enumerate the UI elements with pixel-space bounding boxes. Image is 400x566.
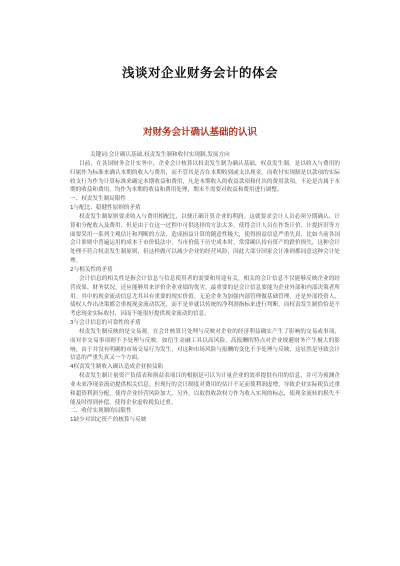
body-paragraph: 目前，在各国财务会计实务中，企业会计核算以权责发生制为确认基础，权责发生制，是以收入与费用的归属作为标准来确认本期的收入与费用，而不管其是否在本期收到或支出现金。而收付实现制是以款项的实际收支行为作为计算标准来确定本期收益和费用，凡是本期收入的收益款项和付出的费用款项，不论是否属于本期的收益和费用，均作为本期的收益和费用处理，期末不需要对收益和费用进行调整。 (70, 160, 340, 194)
document-title: 浅谈对企业财务会计的体会 (121, 65, 278, 80)
subheading: 二、收付实现制的局限性 (70, 408, 132, 415)
subheading: 一、权责发生制局限性 (70, 196, 126, 203)
subheading: 4权责发生制收入确认造成企业损益陷 (70, 364, 164, 371)
subheading: 1与配比、稳健性原则的矛盾 (70, 205, 141, 212)
body-paragraph: 会计信息的相关性是指会计信息与信息使用者的需要和用途有关，相关的会计信息不仅能够反映企业的经营成果、财务状况，还应能够用来评价企业业绩的优劣，最重要的是会计信息要能为企业外部和内部决策者所用。其中的现金流动信息尤其具有重要的现实价值。无论企业为加强内部管理做基础管理，还是外部投资人、债权人作出决策都会重视现金流动状况，而不是单就以传统的净利润指标来进行判断，而权责发生制恰恰是不考虑现金实际收付，因而不能很好提供现金流动的信息。 (70, 275, 340, 318)
body-paragraph: 权责发生制计量资产负债表和损益表项目的根据是可以为计量企业的效率提供有用的信息，并可为预测企业未来净现金流动提供相关信息。但现行的会计制度对费用的估计不足而使利润虚增，导致企业实际税负过重和超资利润分配，使得企业经营风险加大，另外，以取得收款权力作为收入实现的标志，使现金流转的损失不能及时得到补偿，使得企业虚收税负过重。 (70, 373, 340, 406)
body-paragraph: 权责发生制原则要求收入与费用相配比，以便正确计算企业的利润。这就要求会计人员必须分期确认、计算和分配收入及费用。但是由于在这一过程中可供选择的方法太多，使得会计人员在作货计价、计提折旧等方面要采用一系列主观估计和判断的方法，造成损益计算的随意性极大，使得损益信息严重失真，比如当前各国会计准则中普遍运用的成本于市价低法中，当市价低于历史成本时，常常确认持有资产的跌价损失，这种会计处理不符合权责发生制原则，但这样做可以减少企业的经营风险，因此大部分国家会计准则都同意这种会计处理。 (70, 213, 340, 265)
subheading: 1缺少对固定资产的核算与反映 (70, 417, 147, 424)
section-heading: 对财务会计确认基础的认识 (142, 127, 257, 138)
subheading: 2与相关性的矛盾 (70, 266, 113, 273)
document-body (70, 151, 340, 425)
body-paragraph: 权责发生制反映的是交易观，在会计核算只处理与反映对企业的经济利益确实产生了影响的交易或事项，而对非交易事项则不予处理与反映。如衍生金融工具以高风险、高报酬的特点对企业规避财务产生极大的影响，由于并没有明确的市场交易行为发生，对这种市场风险与报酬的变化不予处理与反映，这显然是导致会计信息的严重失真又一个方面。 (70, 328, 340, 362)
keywords-line: 关键词:会计确认基础,权责发生制和收付实现制,发展方向 (90, 152, 230, 158)
subheading: 3与会计信息的可靠性的矛盾 (70, 320, 141, 327)
